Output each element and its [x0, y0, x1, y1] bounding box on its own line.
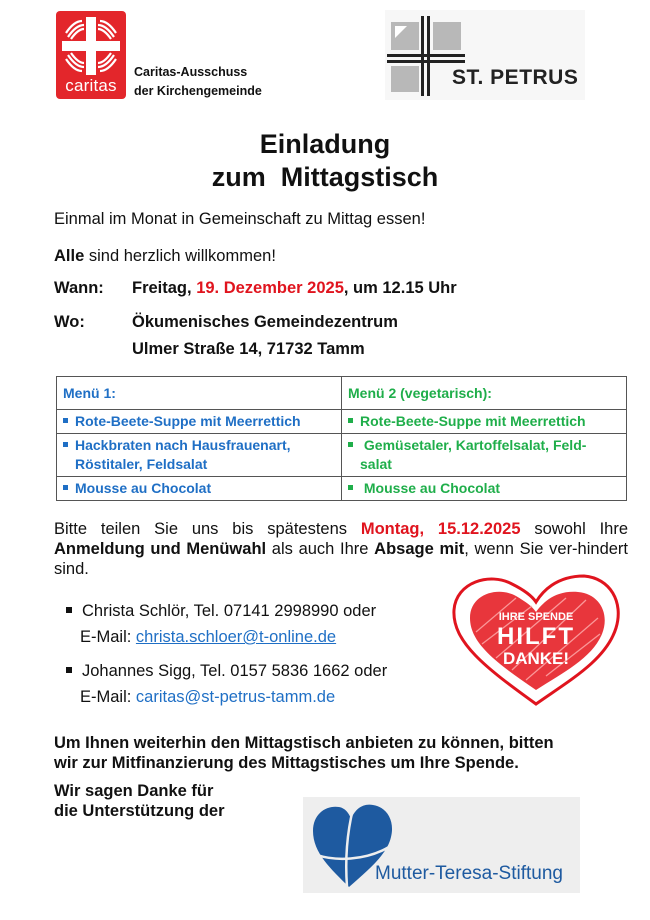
where-address: Ulmer Straße 14, 71732 Tamm: [132, 340, 365, 358]
menu1-item: [57, 410, 342, 434]
menu2-item-text: Gemüsetaler, Kartoffelsalat, Feld-: [360, 437, 587, 453]
menu-row: [57, 434, 627, 477]
heart-line-1: IHRE SPENDE: [498, 611, 574, 623]
notice-bold: Absage mit: [374, 540, 465, 558]
event-date: 19. Dezember 2025: [196, 279, 344, 297]
bullet-icon: [348, 418, 353, 423]
bullet-icon: [348, 485, 353, 490]
foundation-name: Mutter-Teresa-Stiftung: [375, 863, 563, 884]
menu-row: [57, 477, 627, 501]
bullet-icon: [66, 607, 72, 613]
organization-line-1: Caritas-Ausschuss: [134, 65, 248, 79]
menu2-item: [342, 477, 627, 501]
donation-line-1: Um Ihnen weiterhin den Mittagstisch anbieten zu können, bitten: [54, 734, 554, 752]
donation-request: [54, 733, 554, 773]
menu-row: [57, 410, 627, 434]
contact-name-phone: Christa Schlör, Tel. 07141 2998990 oder: [82, 602, 377, 620]
menu2-item: [342, 410, 627, 434]
when-value: [132, 279, 457, 298]
menu1-item-text: Hackbraten nach Hausfrauenart,: [75, 437, 291, 453]
organization-line-2: der Kirchengemeinde: [134, 84, 262, 98]
welcome-rest: sind herzlich willkommen!: [84, 247, 276, 265]
menu1-header: Menü 1:: [57, 377, 342, 410]
notice-text: Bitte teilen Sie uns bis spätestens: [54, 520, 361, 538]
menu2-item: [342, 434, 627, 477]
menu-table: [56, 376, 627, 501]
mutter-teresa-stiftung-logo: [303, 797, 580, 893]
organization-name: [134, 63, 262, 101]
when-prefix: Freitag,: [132, 279, 197, 297]
title-line-2: zum Mittagstisch: [211, 162, 439, 192]
notice-text: , wenn Sie ver-hindert sind.: [54, 540, 629, 578]
menu1-item-text: Mousse au Chocolat: [75, 480, 212, 496]
email-label: E-Mail:: [80, 628, 136, 646]
donation-heart-image: [446, 572, 626, 712]
menu-header-row: [57, 377, 627, 410]
notice-text: als auch Ihre: [266, 540, 375, 558]
menu2-item-text: salat: [360, 456, 392, 472]
title-line-1: Einladung: [259, 129, 391, 159]
thanks-line-2: die Unterstützung der: [54, 802, 225, 820]
petrus-wordmark: ST. PETRUS: [452, 66, 579, 89]
contact-name-phone: Johannes Sigg, Tel. 0157 5836 1662 oder: [82, 662, 388, 680]
menu2-item-text: Mousse au Chocolat: [360, 480, 501, 496]
heart-icon: [446, 572, 626, 712]
email-link[interactable]: caritas@st-petrus-tamm.de: [135, 688, 336, 706]
heart-line-3: DANKE!: [502, 649, 570, 668]
st-petrus-logo: [385, 10, 585, 100]
menu1-item: [57, 477, 342, 501]
intro-text: Einmal im Monat in Gemeinschaft zu Mittag essen!: [54, 210, 426, 228]
menu2-item-text: Rote-Beete-Suppe mit Meerrettich: [360, 413, 586, 429]
bullet-icon: [348, 442, 353, 447]
notice-bold: Anmeldung und Menüwahl: [54, 540, 267, 558]
registration-notice: [54, 519, 628, 579]
registration-deadline: Montag, 15.12.2025: [360, 520, 521, 538]
menu1-item: [57, 434, 342, 477]
bullet-icon: [66, 667, 72, 673]
email-label: E-Mail:: [80, 688, 136, 706]
menu2-header: Menü 2 (vegetarisch):: [342, 377, 627, 410]
notice-text: sowohl Ihre: [520, 520, 629, 538]
where-label: Wo:: [54, 313, 85, 331]
bullet-icon: [63, 418, 68, 423]
donation-line-2: wir zur Mitfinanzierung des Mittagstisches um Ihre Spende.: [54, 754, 519, 772]
thanks-line-1: Wir sagen Danke für: [54, 782, 214, 800]
when-suffix: , um 12.15 Uhr: [343, 279, 457, 297]
caritas-wordmark: caritas: [65, 76, 117, 95]
caritas-logo: [56, 11, 126, 99]
contact-item: [66, 598, 376, 650]
welcome-text: [54, 247, 276, 266]
page-title: [0, 128, 650, 194]
email-link[interactable]: christa.schloer@t-online.de: [135, 628, 337, 646]
thanks-text: [54, 781, 225, 821]
welcome-bold: Alle: [54, 247, 85, 265]
menu1-item-text: Rote-Beete-Suppe mit Meerrettich: [75, 413, 301, 429]
bullet-icon: [63, 485, 68, 490]
when-label: Wann:: [54, 279, 104, 297]
bullet-icon: [63, 442, 68, 447]
where-venue: Ökumenisches Gemeindezentrum: [132, 313, 398, 331]
menu1-item-text: Röstitaler, Feldsalat: [75, 456, 208, 472]
contact-item: [66, 658, 387, 710]
caritas-cross-icon: [56, 11, 126, 81]
heart-line-2: HILFT: [497, 623, 575, 650]
